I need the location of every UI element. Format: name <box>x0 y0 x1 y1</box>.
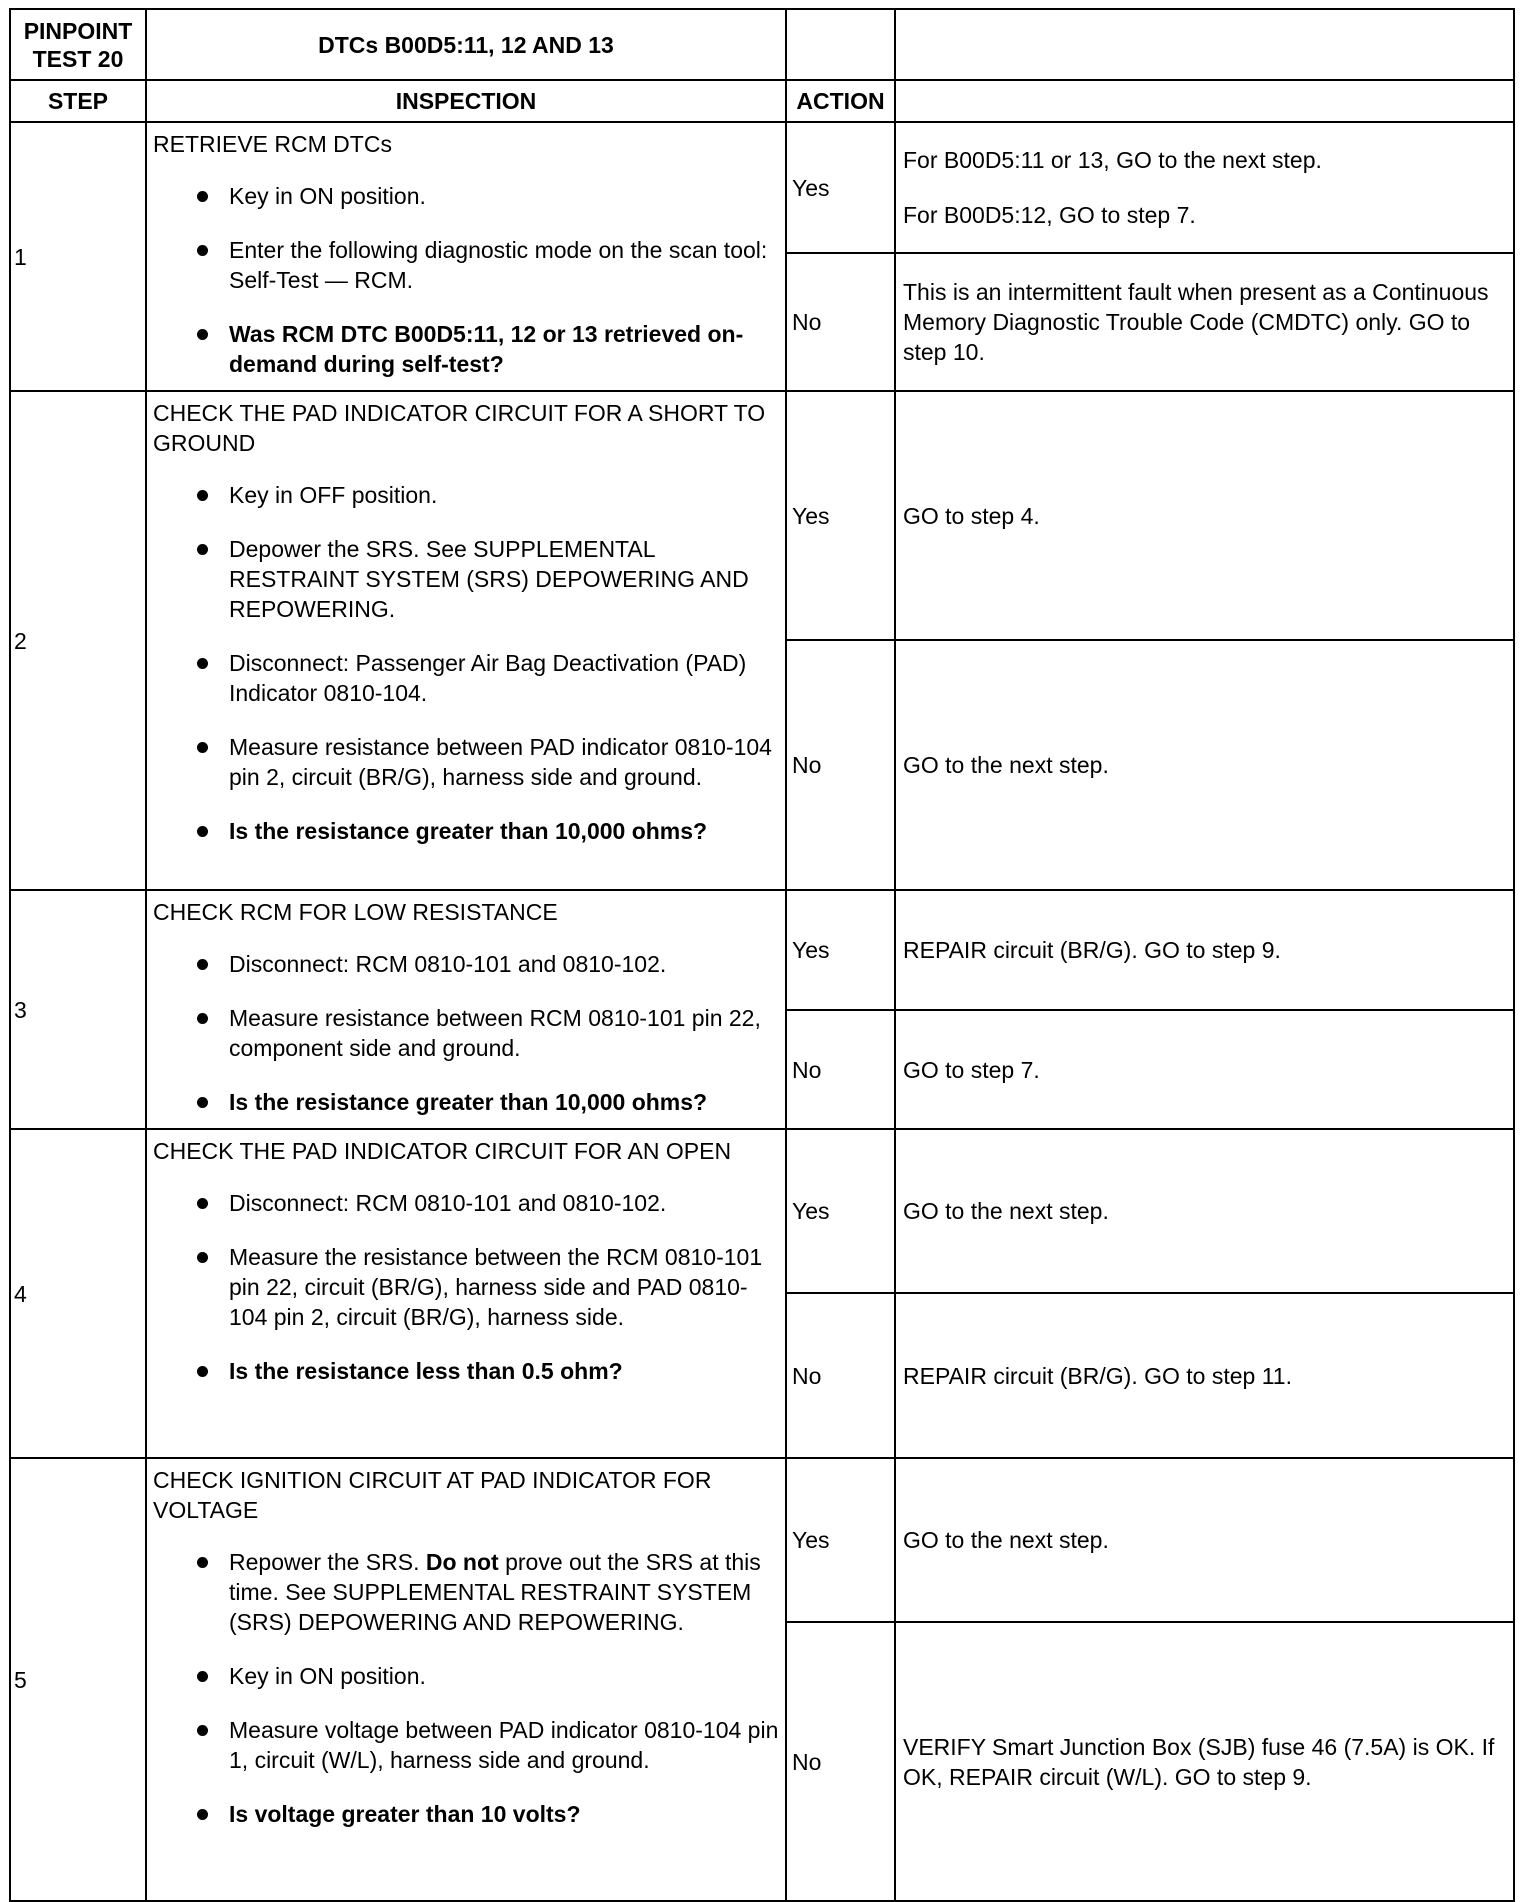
action-no: No <box>786 1622 895 1901</box>
step-bullet: Enter the following diagnostic mode on the scan tool: Self-Test — RCM. <box>191 235 779 295</box>
step-bullet <box>191 1547 779 1637</box>
step-inspection <box>146 391 786 890</box>
step-number: 1 <box>10 122 146 391</box>
step-bullet: Measure resistance between RCM 0810-101 pin 22, component side and ground. <box>191 1003 779 1063</box>
step-bullet: Key in ON position. <box>191 1661 779 1691</box>
step-inspection <box>146 1129 786 1458</box>
result-yes-line: For B00D5:12, GO to step 7. <box>903 202 1196 228</box>
action-no: No <box>786 640 895 890</box>
test-title: DTCs B00D5:11, 12 AND 13 <box>146 9 786 80</box>
step-inspection <box>146 1458 786 1901</box>
action-yes: Yes <box>786 890 895 1010</box>
action-yes: Yes <box>786 391 895 640</box>
test-label <box>10 9 146 80</box>
step-number: 3 <box>10 890 146 1129</box>
bullet-text: Repower the SRS. <box>229 1549 426 1575</box>
column-blank <box>895 80 1514 122</box>
result-yes-line: For B00D5:11 or 13, GO to the next step. <box>903 147 1322 173</box>
step-5-yes-row <box>10 1458 1514 1622</box>
action-no: No <box>786 1010 895 1129</box>
test-label-line1: PINPOINT <box>23 17 133 44</box>
step-heading: RETRIEVE RCM DTCs <box>153 131 392 157</box>
result-no: VERIFY Smart Junction Box (SJB) fuse 46 (7.5A) is OK. If OK, REPAIR circuit (W/L). GO to step 9. <box>895 1622 1514 1901</box>
result-no: GO to the next step. <box>895 640 1514 890</box>
step-bullet-list <box>153 1547 779 1829</box>
step-heading: CHECK THE PAD INDICATOR CIRCUIT FOR A SHORT TO GROUND <box>153 400 766 456</box>
step-heading: CHECK RCM FOR LOW RESISTANCE <box>153 899 558 925</box>
result-no: GO to step 7. <box>895 1010 1514 1129</box>
header-blank-result <box>895 9 1514 80</box>
step-bullet-list <box>153 1188 779 1386</box>
step-bullet: Disconnect: RCM 0810-101 and 0810-102. <box>191 1188 779 1218</box>
result-yes: GO to step 4. <box>895 391 1514 640</box>
step-inspection <box>146 890 786 1129</box>
pinpoint-test-table <box>9 8 1515 1902</box>
step-number: 5 <box>10 1458 146 1901</box>
step-question: Is voltage greater than 10 volts? <box>191 1799 779 1829</box>
step-question: Is the resistance less than 0.5 ohm? <box>191 1356 779 1386</box>
action-yes: Yes <box>786 122 895 253</box>
test-label-line2: TEST 20 <box>32 45 124 72</box>
column-action: ACTION <box>786 80 895 122</box>
step-4-yes-row <box>10 1129 1514 1293</box>
step-bullet-list <box>153 480 779 846</box>
step-bullet: Measure resistance between PAD indicator 0810-104 pin 2, circuit (BR/G), harness side and ground. <box>191 732 779 792</box>
result-yes: GO to the next step. <box>895 1129 1514 1293</box>
step-bullet-list <box>153 181 779 379</box>
step-bullet: Measure voltage between PAD indicator 0810-104 pin 1, circuit (W/L), harness side and ground. <box>191 1715 779 1775</box>
result-no: This is an intermittent fault when present as a Continuous Memory Diagnostic Trouble Code (CMDTC) only. GO to step 10. <box>895 253 1514 391</box>
step-question: Is the resistance greater than 10,000 ohms? <box>191 1087 779 1117</box>
step-question: Was RCM DTC B00D5:11, 12 or 13 retrieved on-demand during self-test? <box>191 319 779 379</box>
result-yes: GO to the next step. <box>895 1458 1514 1622</box>
action-no: No <box>786 253 895 391</box>
column-inspection: INSPECTION <box>146 80 786 122</box>
action-yes: Yes <box>786 1129 895 1293</box>
step-number: 4 <box>10 1129 146 1458</box>
step-question: Is the resistance greater than 10,000 ohms? <box>191 816 779 846</box>
step-bullet: Measure the resistance between the RCM 0810-101 pin 22, circuit (BR/G), harness side and PAD 0810-104 pin 2, circuit (BR/G), harness side. <box>191 1242 779 1332</box>
step-bullet: Disconnect: Passenger Air Bag Deactivation (PAD) Indicator 0810-104. <box>191 648 779 708</box>
step-bullet: Key in OFF position. <box>191 480 779 510</box>
result-yes <box>895 122 1514 253</box>
result-no: REPAIR circuit (BR/G). GO to step 11. <box>895 1293 1514 1458</box>
result-yes: REPAIR circuit (BR/G). GO to step 9. <box>895 890 1514 1010</box>
bullet-text: prove out the SRS at this time. See SUPPLEMENTAL RESTRAINT SYSTEM (SRS) DEPOWERING AND REPOWERING. <box>229 1549 761 1635</box>
step-bullet-list <box>153 949 779 1117</box>
step-2-yes-row <box>10 391 1514 640</box>
header-blank-action <box>786 9 895 80</box>
column-step: STEP <box>10 80 146 122</box>
action-no: No <box>786 1293 895 1458</box>
step-heading: CHECK IGNITION CIRCUIT AT PAD INDICATOR FOR VOLTAGE <box>153 1467 712 1523</box>
column-header-row <box>10 80 1514 122</box>
step-3-yes-row <box>10 890 1514 1010</box>
action-yes: Yes <box>786 1458 895 1622</box>
step-1-yes-row <box>10 122 1514 253</box>
step-bullet: Key in ON position. <box>191 181 779 211</box>
step-number: 2 <box>10 391 146 890</box>
step-bullet: Disconnect: RCM 0810-101 and 0810-102. <box>191 949 779 979</box>
step-bullet: Depower the SRS. See SUPPLEMENTAL RESTRAINT SYSTEM (SRS) DEPOWERING AND REPOWERING. <box>191 534 779 624</box>
header-row <box>10 9 1514 80</box>
step-heading: CHECK THE PAD INDICATOR CIRCUIT FOR AN OPEN <box>153 1138 732 1164</box>
step-inspection <box>146 122 786 391</box>
bullet-emphasis: Do not <box>425 1549 499 1575</box>
